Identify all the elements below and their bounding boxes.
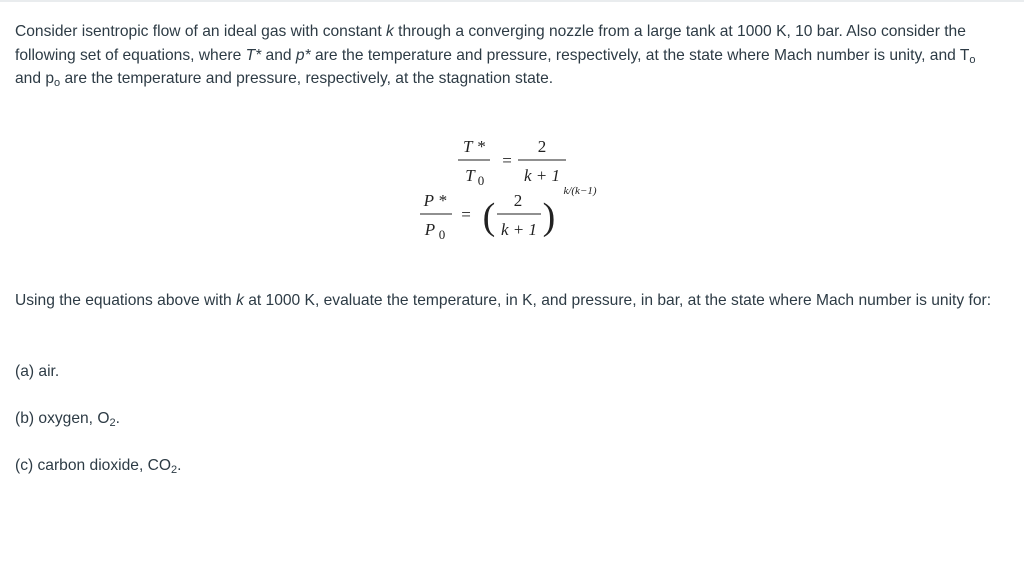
eq1-lhs-numerator: T *: [463, 137, 485, 156]
instruction-paragraph: Using the equations above with k at 1000 K, evaluate the temperature, in K, and pressure, in bar, at the state where Mach number is unity for:: [15, 292, 992, 309]
eq1-equals: =: [502, 151, 512, 170]
part-a-air: (a) air.: [15, 363, 60, 380]
eq2-inner-denominator: k + 1: [500, 220, 538, 239]
eq1-lhs-denominator: T: [465, 166, 475, 185]
eq2-close-paren: ): [542, 196, 556, 238]
eq2-lhs-numerator: P *: [423, 191, 447, 210]
eq2-exponent: k/(k−1): [563, 185, 597, 197]
eq2-equals: =: [461, 205, 471, 224]
eq2-open-paren: (: [482, 196, 496, 238]
eq2-inner-numerator: 2: [513, 191, 523, 210]
eq1-rhs-denominator: k + 1: [523, 166, 561, 185]
eq2-lhs-denominator: P: [424, 220, 436, 239]
eq1-rhs-numerator: 2: [537, 137, 547, 156]
intro-paragraph: Consider isentropic flow of an ideal gas with constant k through a converging nozzle from a large tank at 1000 K, 10 bar. Also consider the following set of equations, where T* and p* are the temperature and pressure, respectively, at the state where Mach number is unity, and $T_o$ and $p_o$ are the temperature and pressure, respectively, at the stagnation state.: [15, 23, 976, 89]
eq1-lhs-denominator-sub: 0: [477, 173, 485, 188]
equation-pressure-ratio: [420, 185, 597, 242]
eq2-lhs-denominator-sub: 0: [438, 227, 446, 242]
equation-temperature-ratio: [458, 137, 566, 188]
equations-figure: [0, 0, 1024, 260]
part-b-oxygen: (b) oxygen, $O_2$.: [15, 410, 120, 429]
part-c-carbon-dioxide: (c) carbon dioxide, $CO_2$.: [15, 457, 182, 476]
